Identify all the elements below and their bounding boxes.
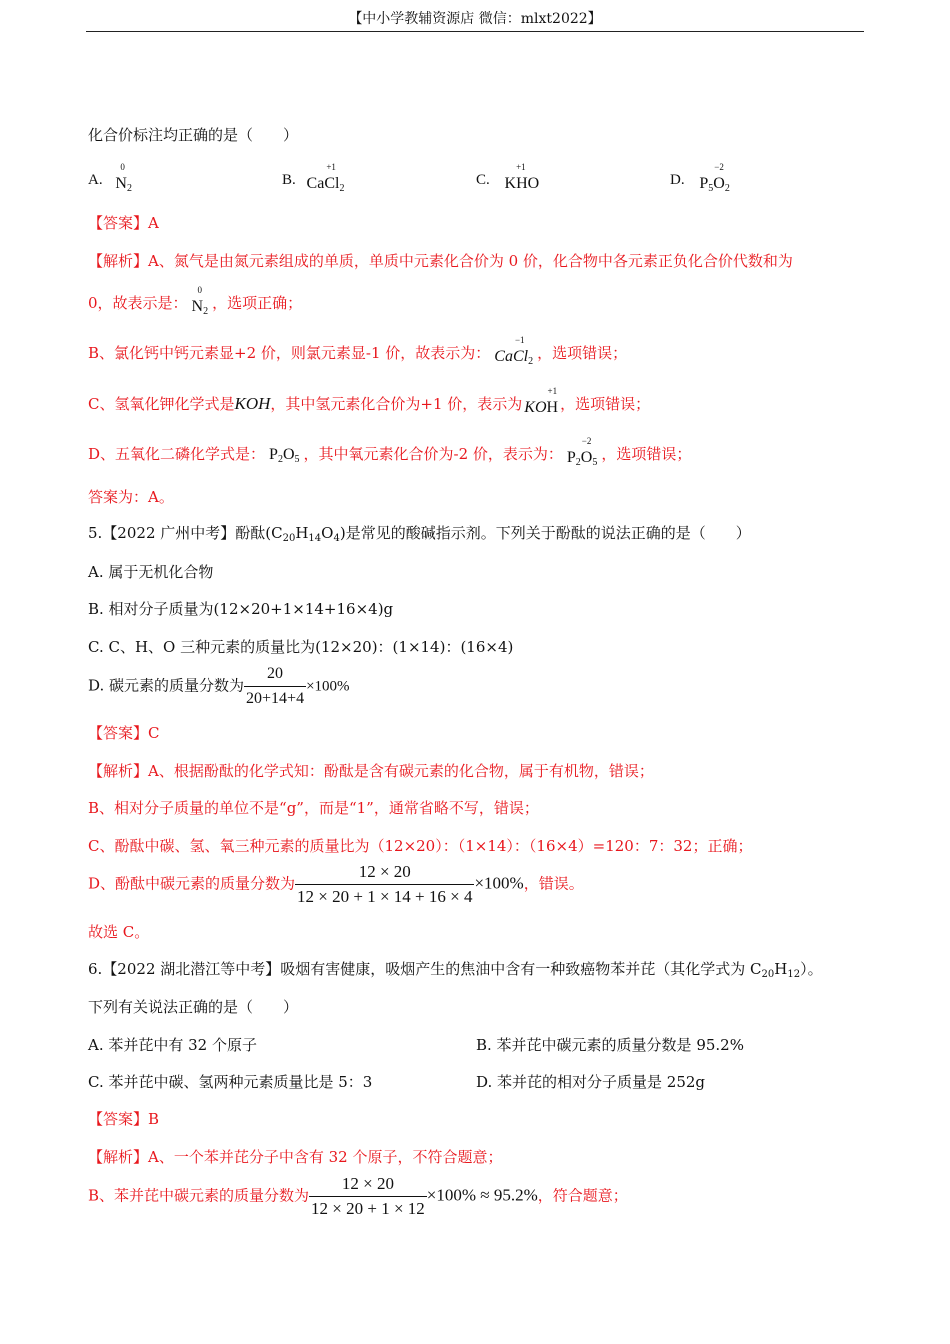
q6-option-b: B. 苯并芘中碳元素的质量分数是 95.2%: [476, 1036, 744, 1054]
q4-explanation-a-line2: [88, 285, 303, 317]
q4-option-d: [670, 162, 730, 194]
formula-n2: [115, 162, 132, 194]
fraction-numerator: 20: [267, 665, 284, 682]
q5-answer: 【答案】C: [88, 724, 160, 742]
element-symbol: H: [295, 524, 309, 542]
valence-mark: 0: [197, 285, 203, 295]
element-symbol: P: [699, 175, 709, 192]
q5-explanation-b: B、相对分子质量的单位不是“g”，而是“1”，通常省略不写，错误；: [88, 799, 539, 817]
option-letter: A.: [88, 172, 103, 188]
element-symbol: Cl: [512, 348, 529, 365]
fraction: [295, 862, 474, 907]
q5-explanation-d: [88, 862, 584, 907]
subscript: 12: [787, 969, 801, 980]
q6-explanation-a: 【解析】A、一个苯并芘分子中含有 32 个原子，不符合题意；: [88, 1148, 503, 1166]
element-symbol: H: [516, 175, 528, 192]
formula-p2o5-valence: P2 −2 O5: [566, 436, 598, 468]
header-rule: [86, 31, 864, 32]
element-symbol: N: [115, 175, 127, 192]
subscript: 4: [333, 533, 340, 544]
q6-option-d: D. 苯并芘的相对分子质量是 252g: [476, 1073, 706, 1091]
subscript: 5: [708, 183, 714, 194]
math-text: ×100%: [474, 873, 524, 893]
valence-mark: −2: [581, 436, 592, 446]
stem-text: 6.【2022 湖北潜江等中考】吸烟有害健康，吸烟产生的焦油中含有一种致癌物苯并芘（其化学式为 C: [88, 960, 762, 978]
explanation-text: ，选项错误；: [601, 445, 692, 463]
formula-cacl2: [494, 335, 534, 367]
explanation-text: A、氮气是由氮元素组成的单质，单质中元素化合价为 0 价，化合物中各元素正负化合价代数和为: [148, 252, 793, 270]
explanation-label: 【解析】: [88, 252, 149, 270]
subscript: 2: [724, 183, 730, 194]
stem-text: 5.【2022 广州中考】酚酞(C: [88, 524, 283, 542]
explanation-text: B、苯并芘中碳元素的质量分数为: [88, 1186, 310, 1205]
subscript: 20: [282, 533, 296, 544]
q6-answer: 【答案】B: [88, 1110, 160, 1128]
formula-n2: [191, 285, 209, 317]
q4-explanation-d: [88, 436, 692, 468]
fraction-denominator: 20+14+4: [244, 686, 306, 709]
element-symbol: N: [191, 298, 204, 315]
valence-mark: −1: [514, 335, 525, 345]
q4-option-a: [88, 162, 132, 194]
element-symbol: K: [504, 175, 517, 192]
math-text: ×100% ≈ 95.2%: [426, 1185, 538, 1205]
valence-mark: +1: [547, 386, 558, 396]
valence-mark: +1: [326, 162, 336, 172]
q5-explanation-c: C、酚酞中碳、氢、氧三种元素的质量比为（12×20）：（1×14）：（16×4）=120：7：32；正确；: [88, 837, 753, 855]
q4-conclusion: 答案为：A。: [88, 488, 174, 506]
q4-option-c: [476, 162, 540, 192]
fraction-numerator: 12 × 20: [358, 862, 411, 881]
q6-option-c: C. 苯并芘中碳、氢两种元素质量比是 5：3: [88, 1073, 373, 1091]
option-text: D. 碳元素的质量分数为: [88, 676, 245, 695]
q5-option-d: [88, 664, 350, 709]
element-symbol: H: [546, 399, 559, 416]
option-letter: B.: [282, 172, 296, 188]
explanation-text: C、氢氧化钾化学式是: [88, 395, 235, 413]
formula-koh-italic: KOH: [234, 394, 271, 413]
formula-p2o5: P2O5: [269, 446, 300, 465]
explanation-text: B、氯化钙中钙元素显+2 价，则氯元素显-1 价，故表示为：: [88, 344, 491, 362]
element-symbol: O: [321, 524, 334, 542]
page-header: 【中小学教辅资源店 微信：mlxt2022】: [348, 11, 602, 27]
explanation-text: ，选项正确；: [212, 294, 303, 312]
valence-mark: +1: [516, 162, 526, 172]
q6-explanation-b: [88, 1174, 628, 1219]
explanation-text: D、五氧化二磷化学式是：: [88, 445, 266, 463]
option-letter: D.: [670, 172, 685, 188]
explanation-text: ，错误。: [523, 874, 584, 893]
q4-explanation-a-line1: [88, 250, 793, 271]
q4-explanation-b: [88, 335, 628, 367]
explanation-text: ，选项错误；: [537, 344, 628, 362]
q5-stem: [88, 522, 751, 544]
stem-text: )是常见的酸碱指示剂。下列关于酚酞的说法正确的是（ ）: [339, 524, 751, 542]
q4-answer: 【答案】A: [88, 214, 159, 232]
q5-explanation-a: 【解析】A、根据酚酞的化学式知：酚酞是含有碳元素的化合物，属于有机物，错误；: [88, 762, 654, 780]
explanation-text: ，符合题意；: [537, 1186, 628, 1205]
q5-option-a: A. 属于无机化合物: [88, 563, 214, 581]
explanation-text: ，其中氢元素化合价为+1 价，表示为: [270, 395, 523, 413]
explanation-text: ，选项错误；: [560, 395, 651, 413]
formula-koh: [504, 162, 540, 193]
subscript: 2: [126, 183, 132, 194]
q5-option-c: C. C、H、O 三种元素的质量比为(12×20)：(1×14)：(16×4): [88, 638, 514, 656]
formula-cacl2: [306, 162, 345, 194]
subscript: 2: [528, 356, 534, 367]
explanation-text: ，其中氧元素化合价为-2 价，表示为：: [303, 445, 563, 463]
q4-explanation-c: [88, 386, 651, 416]
element-symbol: Ca: [494, 348, 513, 365]
explanation-text: D、酚酞中碳元素的质量分数为: [88, 874, 296, 893]
element-symbol: O: [527, 175, 540, 192]
stem-text: ）。: [800, 960, 823, 978]
q5-conclusion: 故选 C。: [88, 923, 150, 941]
q6-stem-line1: [88, 958, 823, 980]
element-symbol: O: [713, 175, 725, 192]
q5-option-b: B. 相对分子质量为(12×20+1×14+16×4)g: [88, 600, 394, 618]
subscript: 20: [761, 969, 775, 980]
option-letter: C.: [476, 172, 490, 188]
formula-koh: KO +1 H: [524, 386, 559, 416]
element-symbol: H: [774, 960, 788, 978]
element-symbol: Cl: [324, 175, 340, 192]
subscript: 14: [308, 533, 322, 544]
q4-stem: 化合价标注均正确的是（ ）: [88, 126, 299, 144]
explanation-text: 0，故表示是：: [88, 294, 188, 312]
valence-mark: 0: [120, 162, 125, 172]
formula-p5o2: [699, 162, 730, 194]
subscript: 2: [339, 183, 345, 194]
valence-mark: −2: [714, 162, 724, 172]
q6-option-a: A. 苯并芘中有 32 个原子: [88, 1036, 257, 1054]
element-symbol: Ca: [306, 175, 325, 192]
subscript: 2: [203, 306, 209, 317]
fraction-denominator: 12 × 20 + 1 × 12: [309, 1196, 427, 1219]
fraction-denominator: 12 × 20 + 1 × 14 + 16 × 4: [295, 884, 474, 907]
fraction-numerator: 12 × 20: [341, 1174, 394, 1193]
fraction: [244, 664, 306, 709]
fraction: [309, 1174, 427, 1219]
option-text: ×100%: [306, 678, 350, 695]
q4-option-b: [282, 162, 345, 194]
q6-stem-line2: 下列有关说法正确的是（ ）: [88, 998, 299, 1016]
